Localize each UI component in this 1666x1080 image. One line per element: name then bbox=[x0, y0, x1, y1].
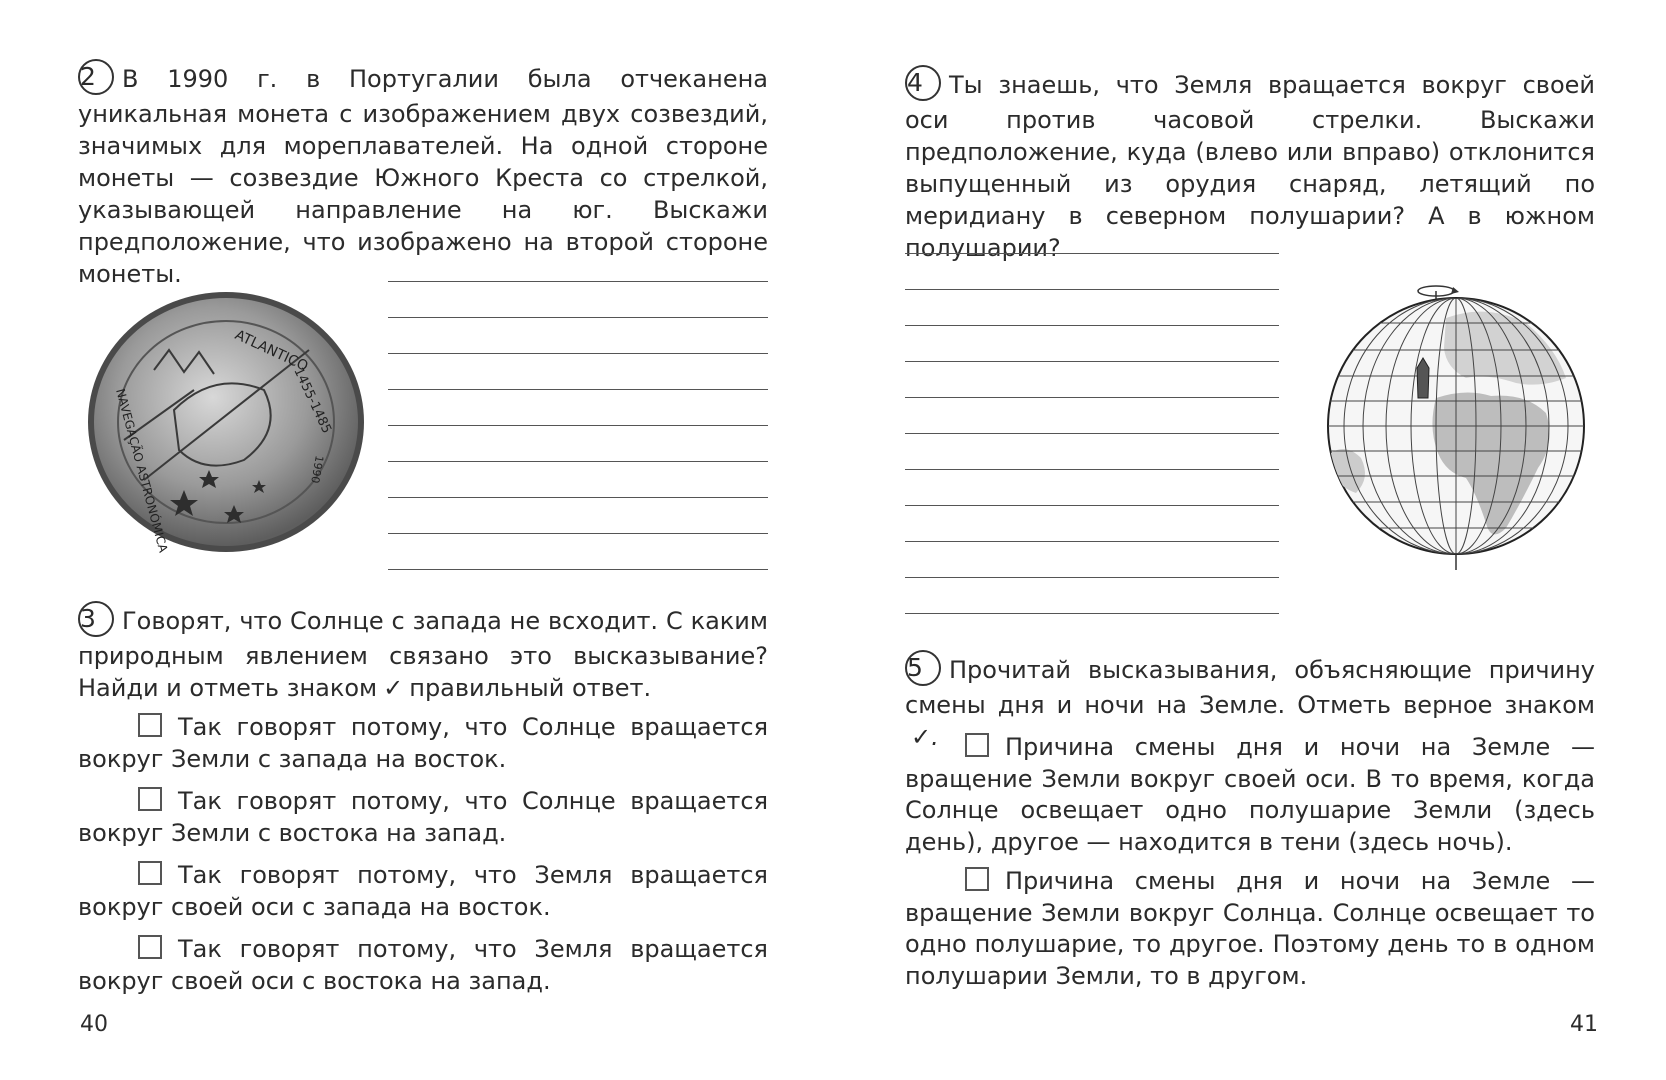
answer-checkbox[interactable] bbox=[138, 861, 162, 885]
task-3-intro-end: правильный ответ. bbox=[409, 674, 652, 702]
answer-line[interactable] bbox=[905, 577, 1279, 578]
answer-line[interactable] bbox=[388, 425, 768, 426]
task-3-option bbox=[78, 786, 768, 849]
answer-line[interactable] bbox=[388, 461, 768, 462]
option-text: Так говорят потому, что Солнце вращается вокруг Земли с востока на запад. bbox=[78, 787, 768, 847]
task-5-number: 5 bbox=[905, 650, 941, 686]
coin-inscription-year: 1990 bbox=[308, 454, 326, 485]
answer-checkbox[interactable] bbox=[138, 713, 162, 737]
coin-inscription-years: 1455-1485 bbox=[290, 365, 334, 436]
checkmark-icon: ✓. bbox=[911, 723, 939, 751]
checkmark-icon: ✓ bbox=[383, 674, 404, 702]
answer-line[interactable] bbox=[905, 469, 1279, 470]
answer-line[interactable] bbox=[388, 317, 768, 318]
task-3-option bbox=[78, 860, 768, 923]
coin-inscription-top: ATLANTICO bbox=[232, 327, 311, 375]
right-page bbox=[833, 0, 1666, 1080]
answer-line[interactable] bbox=[905, 613, 1279, 614]
task-5-intro: Прочитай высказывания, объясняющие причину смены дня и ночи на Земле. Отметь верное знаком bbox=[905, 656, 1595, 719]
task-2-text bbox=[78, 62, 768, 290]
task-3-intro: Говорят, что Солнце с запада не всходит. С каким природным явлением связано это высказывание? Найди и отметь знаком bbox=[78, 607, 768, 702]
task-3-text bbox=[78, 604, 768, 704]
answer-line[interactable] bbox=[905, 361, 1279, 362]
answer-line[interactable] bbox=[388, 281, 768, 282]
page-number: 40 bbox=[80, 1012, 108, 1037]
answer-line[interactable] bbox=[905, 541, 1279, 542]
option-text: Так говорят потому, что Солнце вращается вокруг Земли с запада на восток. bbox=[78, 713, 768, 773]
answer-checkbox[interactable] bbox=[965, 733, 989, 757]
answer-line[interactable] bbox=[905, 505, 1279, 506]
task-2-number: 2 bbox=[78, 59, 114, 95]
globe-image bbox=[1316, 278, 1596, 576]
answer-line[interactable] bbox=[388, 389, 768, 390]
task-5-option bbox=[905, 732, 1595, 858]
option-text: Причина смены дня и ночи на Земле — вращение Земли вокруг Солнца. Солнце освещает то одно полушарие, то другое. Поэтому день то в одном полушарии Земли, то в другом. bbox=[905, 867, 1595, 990]
answer-line[interactable] bbox=[388, 497, 768, 498]
task-4-body: Ты знаешь, что Земля вращается вокруг своей оси против часовой стрелки. Выскажи предположение, куда (влево или вправо) отклонится выпущенный из орудия снаряд, летящий по меридиану в северном полушарии? А в южном полушарии? bbox=[905, 71, 1595, 262]
page-number: 41 bbox=[1570, 1012, 1598, 1037]
answer-checkbox[interactable] bbox=[138, 935, 162, 959]
option-text: Так говорят потому, что Земля вращается вокруг своей оси с востока на запад. bbox=[78, 935, 768, 995]
answer-line[interactable] bbox=[905, 397, 1279, 398]
task-4-text bbox=[905, 68, 1595, 264]
answer-line[interactable] bbox=[905, 325, 1279, 326]
answer-line[interactable] bbox=[388, 569, 768, 570]
answer-line[interactable] bbox=[905, 289, 1279, 290]
option-text: Так говорят потому, что Земля вращается вокруг своей оси с запада на восток. bbox=[78, 861, 768, 921]
task-3-number: 3 bbox=[78, 601, 114, 637]
task-4-number: 4 bbox=[905, 65, 941, 101]
answer-checkbox[interactable] bbox=[138, 787, 162, 811]
answer-checkbox[interactable] bbox=[965, 867, 989, 891]
answer-line[interactable] bbox=[905, 433, 1279, 434]
coin-inscription-side: NAVEGAÇÃO ASTRONÓMICA bbox=[113, 387, 171, 554]
option-text: Причина смены дня и ночи на Земле — вращение Земли вокруг своей оси. В то время, когда Солнце освещает одно полушарие Земли (здесь день), другое — находится в тени (здесь ночь). bbox=[905, 733, 1595, 856]
answer-line[interactable] bbox=[388, 533, 768, 534]
task-5-option bbox=[905, 866, 1595, 992]
coin-image bbox=[84, 290, 368, 554]
answer-line[interactable] bbox=[905, 253, 1279, 254]
task-2-body: В 1990 г. в Португалии была отчеканена уникальная монета с изображением двух созвездий, значимых для мореплавателей. На одной стороне монеты — созвездие Южного Креста со стрелкой, указывающей направление на юг. Выскажи предположение, что изображено на второй стороне монеты. bbox=[78, 65, 768, 288]
task-3-option bbox=[78, 934, 768, 997]
task-3-option bbox=[78, 712, 768, 775]
answer-line[interactable] bbox=[388, 353, 768, 354]
